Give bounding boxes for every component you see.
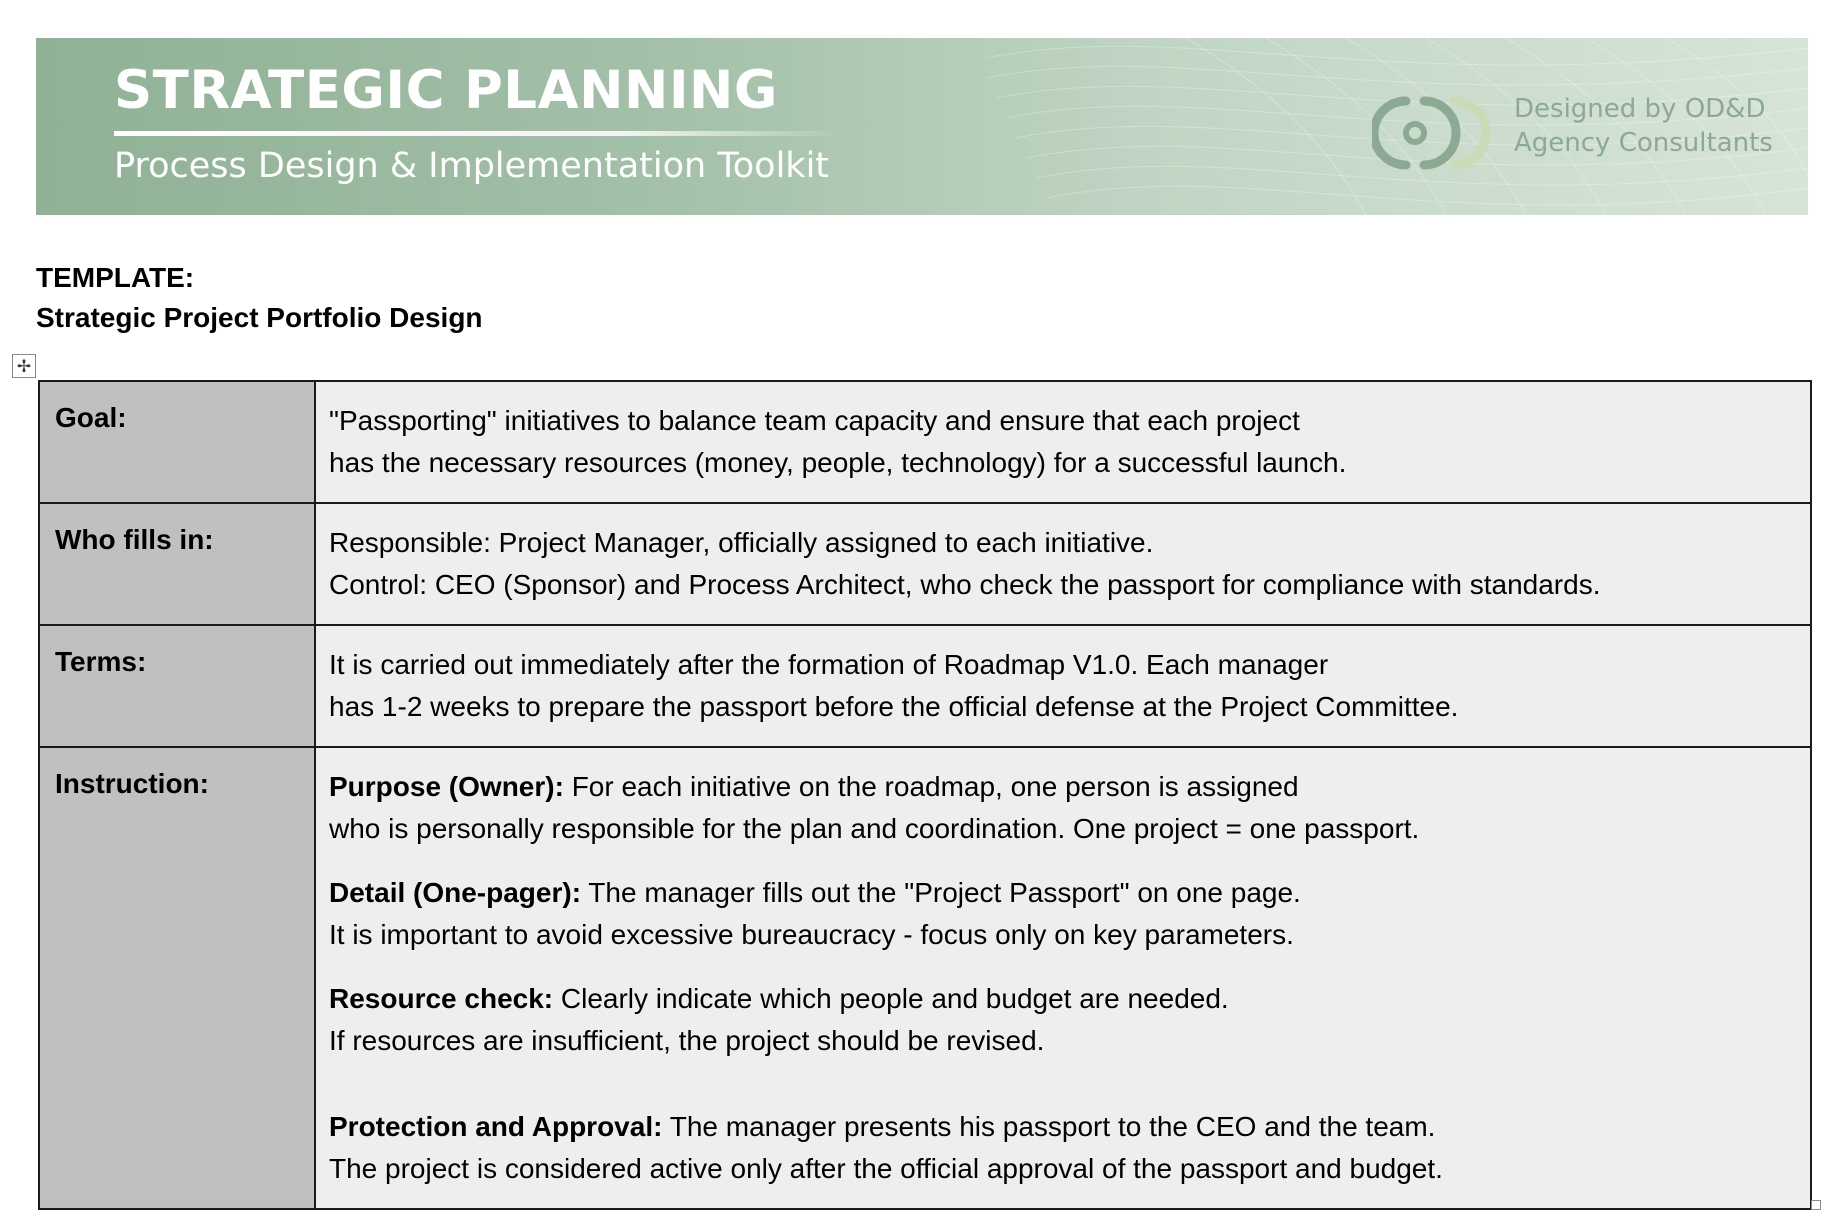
instruction-heading: Resource check: [329,983,554,1014]
table-row-who-fills-in [39,503,1811,625]
row-value-goal[interactable] [315,381,1811,503]
resize-handle-icon[interactable] [1811,1200,1821,1210]
instruction-text: For each initiative on the roadmap, one person is assigned [563,771,1299,802]
brand-designed-by: Designed by OD&D [1514,94,1766,124]
row-label-who-fills-in: Who fills in: [39,503,315,625]
banner-subtitle: Process Design & Implementation Toolkit [114,146,830,186]
instruction-text: If resources are insufficient, the project should be revised. [329,1025,1045,1056]
instruction-text: Clearly indicate which people and budget are needed. [553,983,1229,1014]
instruction-text: The manager presents his passport to the CEO and the team. [662,1111,1436,1142]
value-line: "Passporting" initiatives to balance team capacity and ensure that each project [329,405,1300,436]
row-value-instruction[interactable] [315,747,1811,1209]
brand-agency: Agency Consultants [1514,128,1773,158]
instruction-item-detail [329,872,1790,956]
value-line: has 1-2 weeks to prepare the passport before the official defense at the Project Committee. [329,691,1459,722]
banner-divider [114,131,844,136]
row-label-goal: Goal: [39,381,315,503]
table-row-instruction [39,747,1811,1209]
value-line: has the necessary resources (money, people, technology) for a successful launch. [329,447,1347,478]
instruction-item-resource-check [329,978,1790,1062]
instruction-text: It is important to avoid excessive bureaucracy - focus only on key parameters. [329,919,1294,950]
instruction-item-protection-approval [329,1106,1790,1190]
instruction-heading: Protection and Approval: [329,1111,663,1142]
value-line: Responsible: Project Manager, officially assigned to each initiative. [329,527,1154,558]
banner-title: STRATEGIC PLANNING [114,60,778,121]
odd-logo-icon [1372,93,1502,173]
instruction-text: who is personally responsible for the plan and coordination. One project = one passport. [329,813,1420,844]
row-label-instruction: Instruction: [39,747,315,1209]
row-value-terms[interactable] [315,625,1811,747]
instruction-heading: Purpose (Owner): [329,771,564,802]
move-handle-icon[interactable]: ✢ [12,354,36,378]
instruction-text: The project is considered active only after the official approval of the passport and budget. [329,1153,1443,1184]
instruction-item-purpose [329,766,1790,850]
instruction-text: The manager fills out the "Project Passport" on one page. [581,877,1301,908]
value-line: Control: CEO (Sponsor) and Process Architect, who check the passport for compliance with standards. [329,569,1601,600]
header-banner [36,38,1808,215]
template-label: TEMPLATE: [36,262,195,293]
row-value-who-fills-in[interactable] [315,503,1811,625]
value-line: It is carried out immediately after the formation of Roadmap V1.0. Each manager [329,649,1329,680]
template-table [38,380,1812,1210]
table-row-terms [39,625,1811,747]
instruction-heading: Detail (One-pager): [329,877,582,908]
table-row-goal [39,381,1811,503]
row-label-terms: Terms: [39,625,315,747]
template-name: Strategic Project Portfolio Design [36,302,483,333]
